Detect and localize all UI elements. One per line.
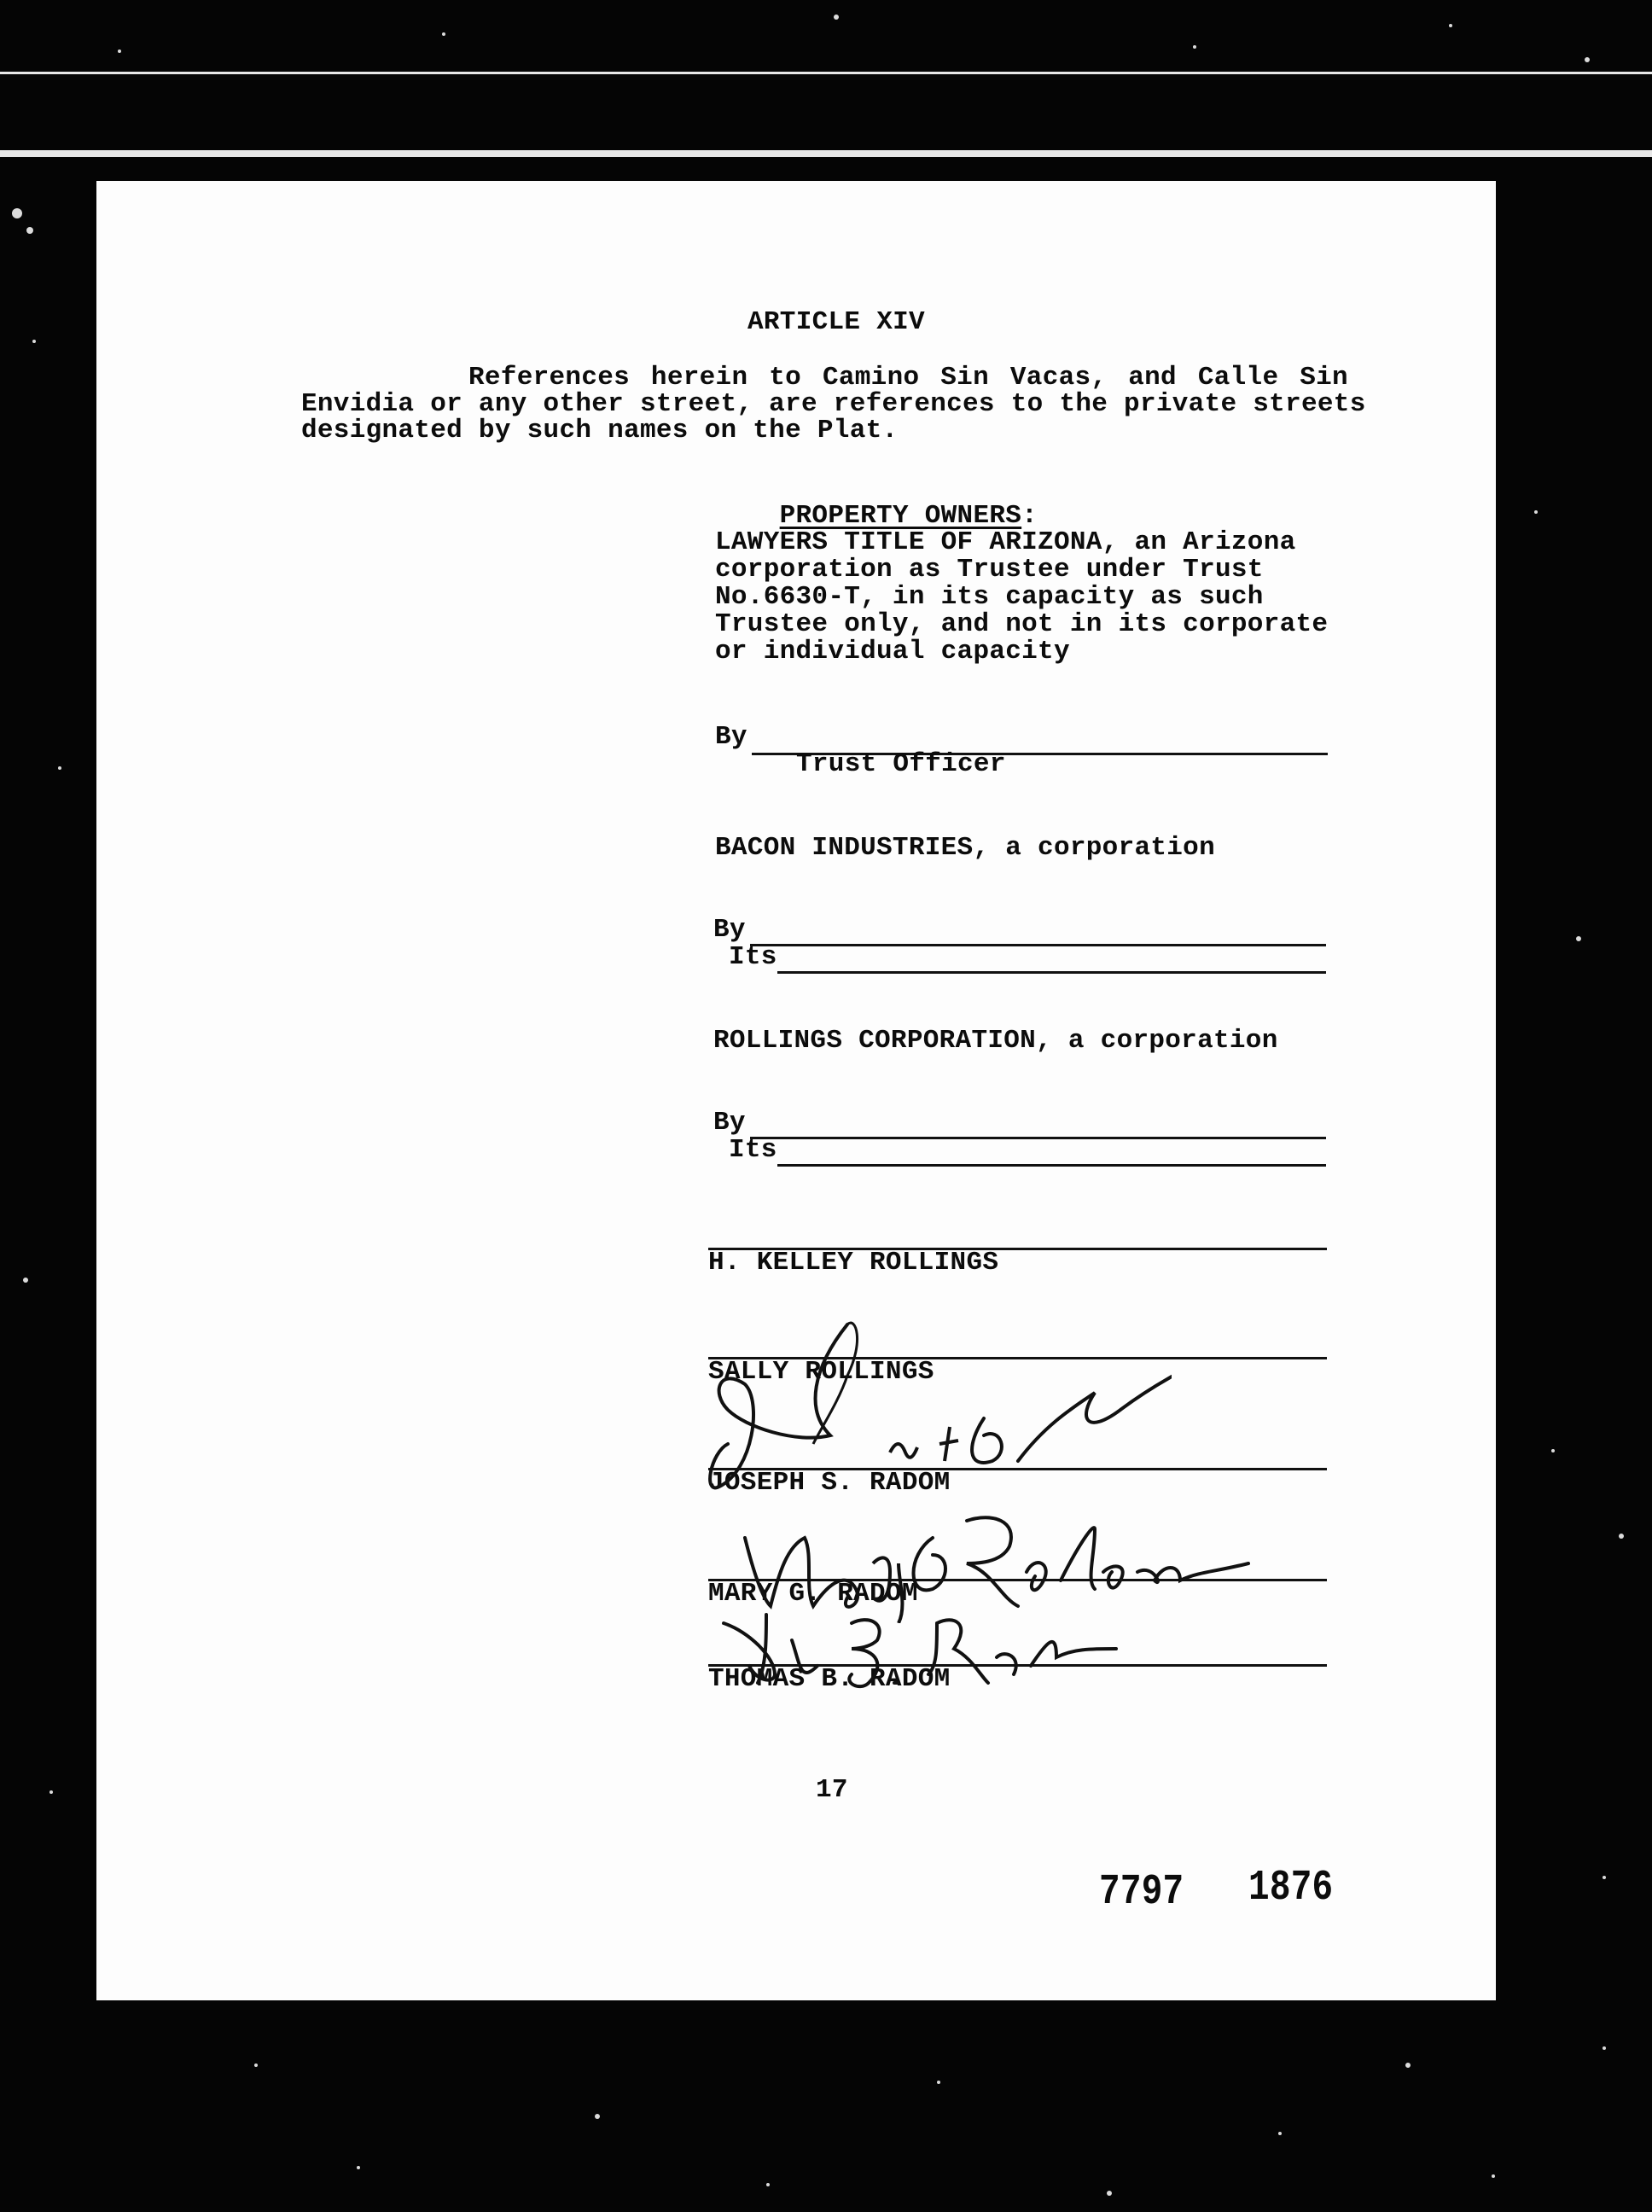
trustee-line: or individual capacity bbox=[715, 637, 1070, 667]
recording-docket-number: 7797 bbox=[1099, 1868, 1184, 1917]
recording-page-number: 1876 bbox=[1248, 1864, 1334, 1912]
rollings-corporation: ROLLINGS CORPORATION, a corporation bbox=[713, 1026, 1278, 1056]
signatory-name: THOMAS B. RADOM bbox=[708, 1664, 951, 1694]
trust-officer-label: Trust Officer bbox=[796, 749, 1006, 779]
trustee-line: No.6630-T, in its capacity as such bbox=[715, 582, 1264, 612]
document-page bbox=[96, 181, 1496, 2000]
title-line bbox=[777, 1164, 1326, 1167]
by-label: By bbox=[715, 722, 747, 752]
trustee-line: corporation as Trustee under Trust bbox=[715, 555, 1264, 585]
page-number: 17 bbox=[816, 1775, 848, 1805]
signature-line bbox=[750, 944, 1326, 946]
title-line bbox=[777, 971, 1326, 974]
bacon-industries: BACON INDUSTRIES, a corporation bbox=[715, 833, 1215, 863]
signatory-name: SALLY ROLLINGS bbox=[708, 1357, 934, 1387]
scan-edge-line bbox=[0, 72, 1652, 74]
by-label: By bbox=[713, 915, 746, 945]
article-heading: ARTICLE XIV bbox=[747, 307, 925, 337]
paragraph-line: designated by such names on the Plat. bbox=[301, 416, 899, 445]
heading-colon: : bbox=[1021, 501, 1038, 531]
paragraph-line: References herein to Camino Sin Vacas, and Calle Sin bbox=[468, 363, 1348, 393]
by-label: By bbox=[713, 1108, 746, 1138]
its-label: Its bbox=[729, 1135, 777, 1165]
trustee-line: Trustee only, and not in its corporate bbox=[715, 609, 1329, 639]
signatory-name: H. KELLEY ROLLINGS bbox=[708, 1248, 999, 1278]
signatory-name: MARY G. RADOM bbox=[708, 1579, 918, 1609]
signatory-name: JOSEPH S. RADOM bbox=[708, 1468, 951, 1498]
its-label: Its bbox=[729, 942, 777, 972]
trustee-line: LAWYERS TITLE OF ARIZONA, an Arizona bbox=[715, 527, 1296, 557]
scan-edge-line bbox=[0, 150, 1652, 157]
property-owners-label: PROPERTY OWNERS bbox=[779, 501, 1022, 531]
paragraph-line: Envidia or any other street, are references to the private streets bbox=[301, 389, 1366, 419]
signature-line bbox=[750, 1137, 1326, 1139]
